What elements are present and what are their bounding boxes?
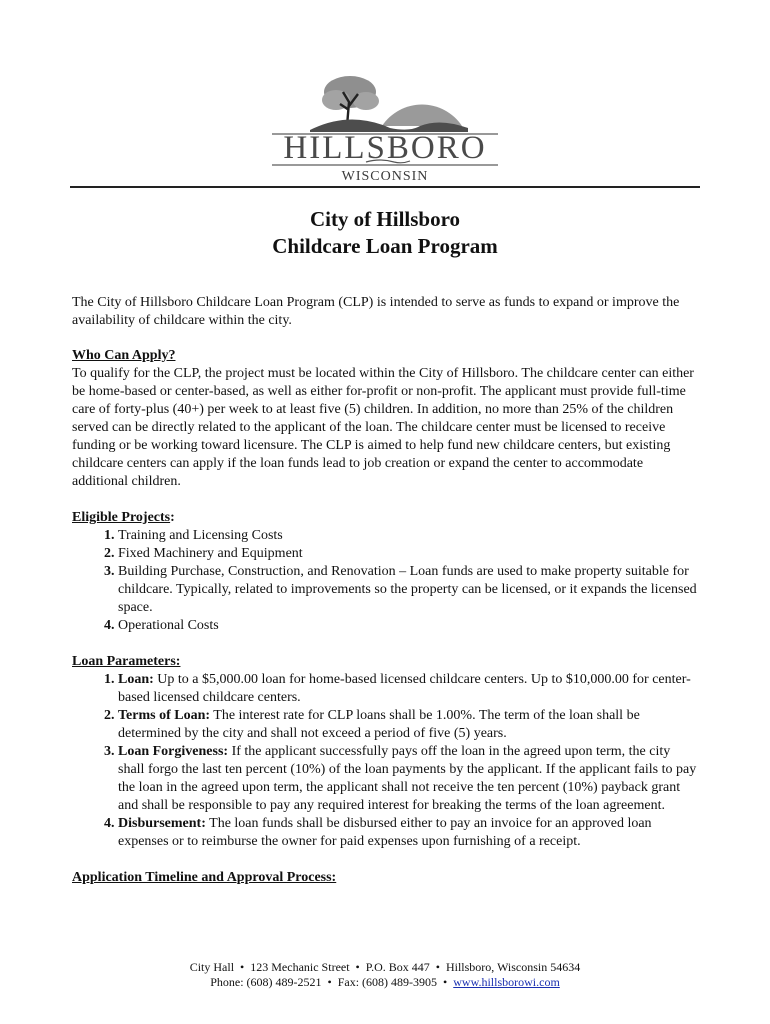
list-item	[118, 707, 700, 743]
terms-of-loan-text: The interest rate for CLP loans shall be 1.00%. The term of the loan shall be determined by the city and shall not exceed a period of five (5) years.	[118, 708, 640, 741]
loan-parameters-heading: Loan Parameters:	[72, 654, 181, 669]
document-body	[72, 294, 700, 887]
who-can-apply-heading: Who Can Apply?	[72, 348, 176, 363]
list-item: 3. Building Purchase, Construction, and Renovation – Loan funds are used to make property suitable for childcare. Typically, related to improvements so the property can be licensed, or it expands the licensed space.	[118, 563, 700, 617]
who-can-apply-paragraph: To qualify for the CLP, the project must be located within the City of Hillsboro. The childcare center can either be home-based or center-based, as well as either for-profit or non-profit. The applicant must provide full-time care of forty-plus (40+) per week to at least five (5) children. In addition, no more than 25% of the children served can be directly related to the applicant of the loan. The childcare center must be licensed to receive funding or be working toward licensure. The CLP is aimed to help fund new childcare centers, but existing childcare centers can apply if the loan funds lead to job creation or expand the center to accommodate additional children.	[72, 366, 694, 489]
list-item: 4. Operational Costs	[118, 617, 700, 635]
logo-state-name: WISCONSIN	[341, 169, 429, 184]
footer-phone-fax: Phone: (608) 489-2521 • Fax: (608) 489-3905 •	[210, 975, 454, 989]
list-item	[118, 743, 700, 815]
title-line-1: City of Hillsboro	[309, 207, 461, 231]
list-item	[118, 815, 700, 851]
header-divider	[70, 186, 700, 188]
loan-parameters-list	[72, 671, 700, 851]
footer-address: City Hall • 123 Mechanic Street • P.O. Box 447 • Hillsboro, Wisconsin 54634	[189, 960, 581, 974]
hillsboro-logo	[270, 74, 500, 186]
application-timeline-heading: Application Timeline and Approval Process:	[72, 870, 337, 885]
list-item: 1. Training and Licensing Costs	[118, 527, 700, 545]
eligible-projects-heading	[72, 509, 700, 527]
website-link[interactable]: www.hillsborowi.com	[453, 975, 560, 989]
eligible-projects-list	[72, 527, 700, 635]
loan-term-text: Up to a $5,000.00 loan for home-based licensed childcare centers. Up to $10,000.00 for center-based licensed childcare centers.	[118, 672, 691, 705]
eligible-projects-heading-text: Eligible Projects	[72, 510, 171, 525]
list-item	[118, 671, 700, 707]
loan-forgiveness-text: If the applicant successfully pays off the loan in the agreed upon term, the city shall forgo the last ten percent (10%) of the loan payments by the applicant. If the applicant fails to pay the loan in the agreed upon term, the applicant shall not receive the ten percent (10%) payback grant and shall be responsible to pay any required interest for breaking the terms of the loan agreement.	[118, 744, 697, 813]
footer-contact	[70, 975, 700, 990]
loan-forgiveness-label: Loan Forgiveness:	[118, 744, 229, 759]
list-item: 2. Fixed Machinery and Equipment	[118, 545, 700, 563]
eligible-projects-heading-colon: :	[170, 510, 175, 525]
page-footer	[70, 960, 700, 990]
intro-paragraph: The City of Hillsboro Childcare Loan Program (CLP) is intended to serve as funds to expand or improve the availability of childcare within the city.	[72, 295, 680, 328]
document-title	[70, 206, 700, 260]
disbursement-label: Disbursement:	[118, 816, 206, 831]
disbursement-text: The loan funds shall be disbursed either to pay an invoice for an approved loan expenses or to reimburse the owner for paid expenses upon furnishing of a receipt.	[118, 816, 652, 849]
terms-of-loan-label: Terms of Loan:	[118, 708, 211, 723]
logo-city-name: HILLSBORO	[283, 130, 487, 166]
loan-term-label: Loan:	[118, 672, 154, 687]
title-line-2: Childcare Loan Program	[272, 234, 498, 258]
